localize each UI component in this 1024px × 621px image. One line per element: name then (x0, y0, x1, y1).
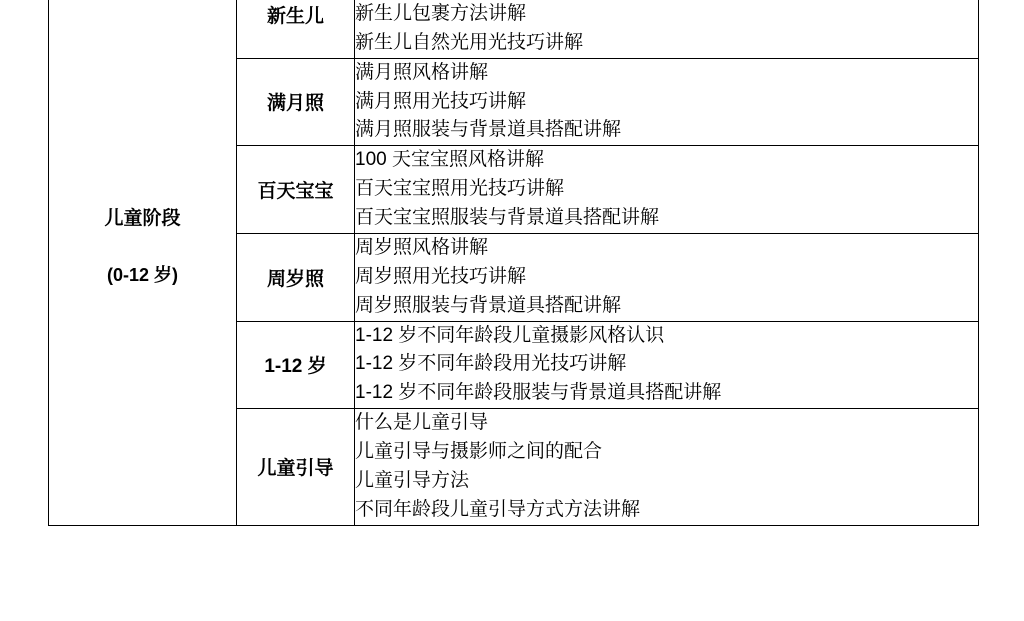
items-cell (355, 58, 979, 146)
list-item: 不同年龄段儿童引导方式方法讲解 (355, 498, 641, 520)
topic-cell: 儿童引导 (237, 409, 355, 526)
course-outline-table (48, 0, 979, 526)
list-item: 周岁照风格讲解 (355, 236, 489, 258)
items-cell (355, 321, 979, 409)
topic-cell: 1-12 岁 (237, 321, 355, 409)
list-item: 满月照服装与背景道具搭配讲解 (355, 119, 622, 141)
list-item: 新生儿包裹方法讲解 (355, 2, 527, 24)
list-item: 周岁照服装与背景道具搭配讲解 (355, 294, 622, 316)
list-item: 1-12 岁不同年龄段儿童摄影风格认识 (355, 324, 665, 346)
list-item: 儿童引导方法 (355, 469, 470, 491)
list-item: 百天宝宝照用光技巧讲解 (355, 178, 565, 200)
list-item: 什么是儿童引导 (355, 412, 489, 434)
table-row (49, 0, 979, 58)
topic-cell: 百天宝宝 (237, 146, 355, 234)
list-item: 满月照风格讲解 (355, 61, 489, 83)
stage-title: 儿童阶段 (104, 208, 181, 230)
list-item: 周岁照用光技巧讲解 (355, 265, 527, 287)
list-item: 1-12 岁不同年龄段服装与背景道具搭配讲解 (355, 382, 722, 404)
list-item: 百天宝宝照服装与背景道具搭配讲解 (355, 207, 660, 228)
topic-cell: 周岁照 (237, 233, 355, 321)
items-cell (355, 409, 979, 526)
stage-subtitle: (0-12 岁) (106, 265, 178, 286)
list-item: 满月照用光技巧讲解 (355, 90, 527, 112)
list-item: 儿童引导与摄影师之间的配合 (355, 441, 603, 462)
stage-cell (49, 0, 237, 525)
list-item: 1-12 岁不同年龄段用光技巧讲解 (355, 353, 627, 375)
items-cell (355, 0, 979, 58)
topic-cell: 满月照 (237, 58, 355, 146)
topic-cell: 新生儿 (237, 0, 355, 58)
items-cell (355, 233, 979, 321)
list-item: 新生儿自然光用光技巧讲解 (355, 31, 584, 53)
items-cell (355, 146, 979, 234)
list-item: 100 天宝宝照风格讲解 (355, 149, 544, 171)
